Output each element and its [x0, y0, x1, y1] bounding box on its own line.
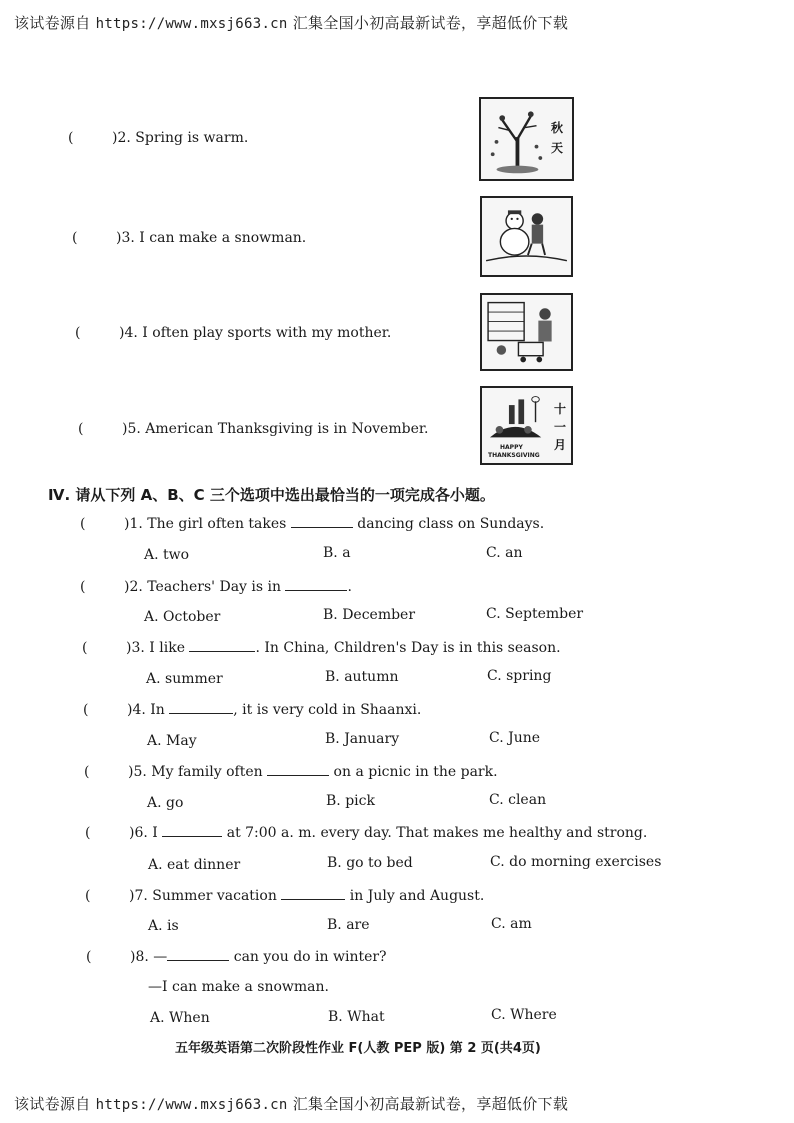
question-number: )7.	[129, 888, 148, 904]
question-before: I	[152, 825, 158, 841]
option-a[interactable]: A. summer	[146, 671, 223, 687]
answer-blank[interactable]	[291, 515, 353, 528]
answer-blank[interactable]	[189, 639, 255, 652]
option-c[interactable]: C. June	[489, 730, 541, 746]
question-number: )5.	[128, 764, 147, 780]
option-b[interactable]: B. pick	[326, 793, 375, 809]
answer-paren[interactable]: (	[85, 888, 91, 904]
answer-blank[interactable]	[281, 887, 345, 900]
answer-blank[interactable]	[162, 824, 222, 837]
answer-paren[interactable]: (	[78, 421, 84, 437]
answer-paren[interactable]: (	[75, 325, 81, 341]
match-item-2	[68, 130, 248, 146]
option-a[interactable]: A. is	[148, 918, 179, 934]
item-number: )4.	[119, 325, 138, 341]
option-b[interactable]: B. autumn	[325, 669, 399, 685]
answer-paren[interactable]: (	[80, 516, 86, 532]
question-after: in July and August.	[349, 888, 485, 904]
option-c[interactable]: C. clean	[489, 792, 547, 808]
question-8	[86, 948, 387, 965]
answer-blank[interactable]	[167, 948, 229, 961]
question-after: . In China, Children's Day is in this season.	[255, 640, 561, 656]
banner-url[interactable]: https://www.mxsj663.cn	[95, 1097, 288, 1113]
banner-thanksgiving: THANKSGIVING	[488, 452, 540, 459]
question-5	[84, 763, 498, 780]
option-c[interactable]: C. September	[486, 606, 584, 622]
item-number: )3.	[116, 230, 135, 246]
question-6	[85, 824, 647, 841]
page-footer: 五年级英语第二次阶段性作业 F(人教 PEP 版) 第 2 页(共4页)	[175, 1041, 541, 1056]
answer-paren[interactable]: (	[72, 230, 78, 246]
answer-paren[interactable]: (	[84, 764, 90, 780]
option-a[interactable]: A. go	[147, 795, 184, 811]
answer-blank[interactable]	[267, 763, 329, 776]
question-before: —	[153, 949, 168, 965]
banner-happy: HAPPY	[500, 444, 523, 451]
option-b[interactable]: B. go to bed	[327, 855, 413, 871]
option-b[interactable]: B. What	[328, 1009, 385, 1025]
question-after: on a picnic in the park.	[333, 764, 498, 780]
option-c[interactable]: C. do morning exercises	[490, 854, 662, 870]
banner-lead: 该试卷源自	[14, 14, 91, 32]
question-before: My family often	[151, 764, 263, 780]
question-3	[82, 639, 561, 656]
option-a[interactable]: A. two	[144, 547, 190, 563]
item-number: )2.	[112, 130, 131, 146]
option-c[interactable]: C. am	[491, 916, 532, 932]
thanksgiving-icon	[480, 386, 573, 465]
question-number: )3.	[126, 640, 145, 656]
answer-paren[interactable]: (	[82, 640, 88, 656]
question-after: , it is very cold in Shaanxi.	[233, 702, 422, 718]
snowman-icon	[480, 196, 573, 277]
option-c[interactable]: C. spring	[487, 668, 552, 684]
source-banner-bottom	[14, 1093, 568, 1114]
item-text: Spring is warm.	[135, 130, 249, 146]
option-b[interactable]: B. a	[323, 545, 351, 561]
question-before: Summer vacation	[152, 888, 277, 904]
question-number: )1.	[124, 516, 143, 532]
option-b[interactable]: B. December	[323, 607, 416, 623]
question-number: )2.	[124, 579, 143, 595]
item-text: I can make a snowman.	[139, 230, 307, 246]
question-after: .	[347, 579, 352, 595]
option-b[interactable]: B. are	[327, 917, 370, 933]
banner-url[interactable]: https://www.mxsj663.cn	[95, 16, 288, 32]
question-before: Teachers' Day is in	[147, 579, 282, 595]
question-before: In	[150, 702, 165, 718]
answer-paren[interactable]: (	[85, 825, 91, 841]
option-a[interactable]: A. May	[147, 733, 197, 749]
item-number: )5.	[122, 421, 141, 437]
question-4	[83, 701, 421, 718]
option-a[interactable]: A. eat dinner	[148, 857, 241, 873]
source-banner-top	[14, 12, 568, 33]
option-c[interactable]: C. an	[486, 545, 523, 561]
caption-november-1: 十	[554, 402, 567, 416]
question-before: I like	[149, 640, 185, 656]
question-after: dancing class on Sundays.	[357, 516, 545, 532]
caption-autumn-2: 天	[551, 141, 564, 155]
answer-paren[interactable]: (	[86, 949, 92, 965]
section-title: Ⅳ. 请从下列 A、B、C 三个选项中选出最恰当的一项完成各小题。	[48, 486, 495, 504]
caption-november-2: 一	[554, 420, 567, 434]
dialogue-reply: —I can make a snowman.	[148, 979, 329, 995]
answer-paren[interactable]: (	[80, 579, 86, 595]
question-number: )4.	[127, 702, 146, 718]
question-before: The girl often takes	[147, 516, 287, 532]
answer-blank[interactable]	[169, 701, 233, 714]
item-text: American Thanksgiving is in November.	[145, 421, 429, 437]
answer-blank[interactable]	[285, 578, 347, 591]
match-item-5	[78, 421, 428, 437]
option-a[interactable]: A. When	[150, 1010, 210, 1026]
answer-paren[interactable]: (	[83, 702, 89, 718]
question-2	[80, 578, 352, 595]
banner-tail: 汇集全国小初高最新试卷，享超低价下载	[292, 14, 569, 32]
caption-november-3: 月	[554, 438, 567, 452]
autumn-tree-icon	[479, 97, 574, 181]
question-number: )6.	[129, 825, 148, 841]
question-7	[85, 887, 484, 904]
option-b[interactable]: B. January	[325, 731, 400, 747]
item-text: I often play sports with my mother.	[142, 325, 392, 341]
answer-paren[interactable]: (	[68, 130, 74, 146]
option-c[interactable]: C. Where	[491, 1007, 557, 1023]
banner-tail: 汇集全国小初高最新试卷，享超低价下载	[292, 1095, 569, 1113]
match-item-3	[72, 230, 306, 246]
shopping-icon	[480, 293, 573, 371]
option-a[interactable]: A. October	[144, 609, 221, 625]
banner-lead: 该试卷源自	[14, 1095, 91, 1113]
question-after: can you do in winter?	[233, 949, 387, 965]
match-item-4	[75, 325, 391, 341]
question-after: at 7:00 a. m. every day. That makes me healthy and strong.	[226, 825, 648, 841]
question-number: )8.	[130, 949, 149, 965]
caption-autumn-1: 秋	[551, 121, 564, 135]
question-1	[80, 515, 544, 532]
